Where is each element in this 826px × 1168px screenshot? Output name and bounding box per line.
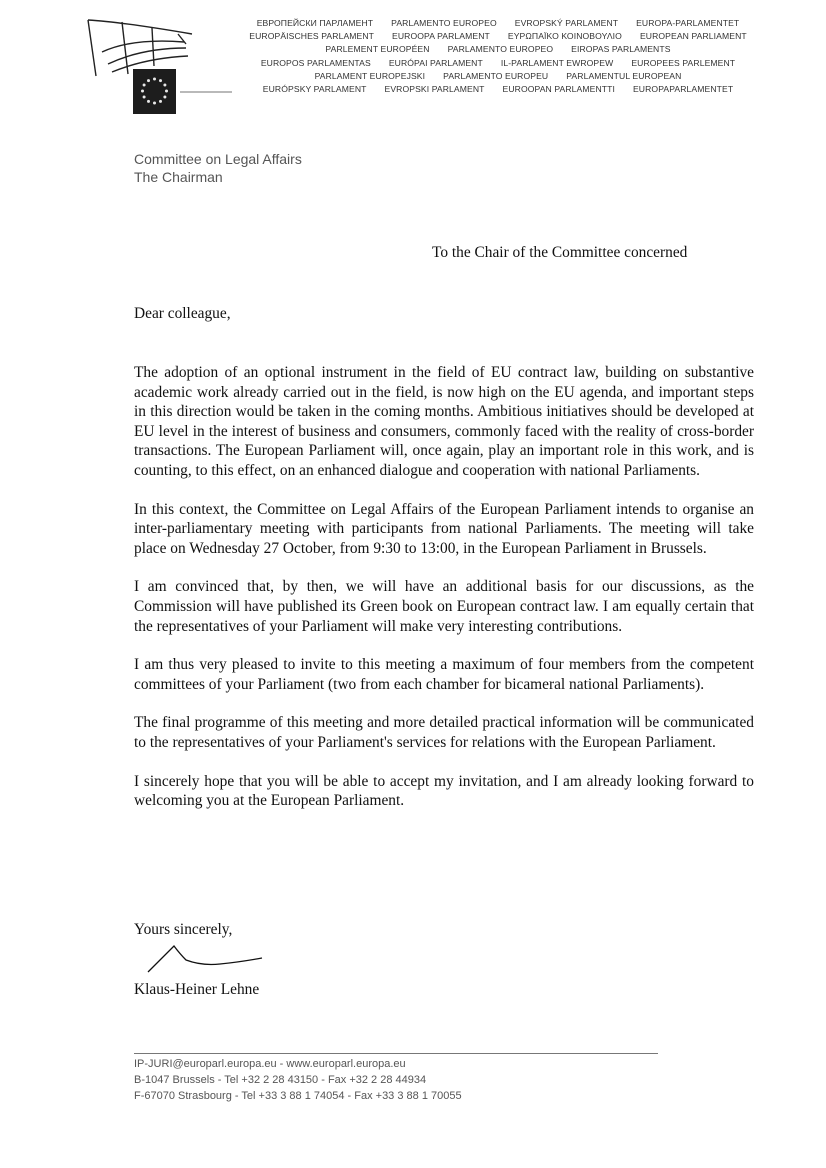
body-paragraph: In this context, the Committee on Legal Affairs of the European Parliament intends to organise an inter-parliamentary meeting with participants from national Parliaments. The meeting will take place on Wednesday 27 October, from 9:30 to 13:00, in the European Parliament in Brussels. [134, 500, 754, 557]
parliament-name: EUROOPA PARLAMENT [392, 31, 490, 42]
signer-name: Klaus-Heiner Lehne [134, 981, 260, 998]
closing: Yours sincerely, [134, 921, 233, 938]
footer-divider [134, 1053, 658, 1054]
addressee: To the Chair of the Committee concerned [432, 244, 688, 261]
footer-brussels-address: B-1047 Brussels - Tel +32 2 28 43150 - Fax +32 2 28 44934 [134, 1074, 427, 1086]
body-paragraph: The adoption of an optional instrument in the field of EU contract law, building on substantive academic work already carried out in the field, is now high on the EU agenda, and important steps in this direction would be taken in the coming months. Ambitious initiatives should be developed at EU level in the interest of business and consumers, commonly faced with the reality of cross-border transactions. The European Parliament will, once again, play an important role in this work, and is counting, to this effect, on an enhanced dialogue and cooperation with national Parliaments. [134, 364, 754, 479]
body-paragraph: I am thus very pleased to invite to this meeting a maximum of four members from the competent committees of your Parliament (two from each chamber for bicameral national Parliaments). [134, 656, 754, 693]
parliament-name: PARLAMENTO EUROPEU [443, 70, 549, 81]
parliament-name: EVROPSKI PARLAMENT [384, 83, 485, 94]
salutation: Dear colleague, [134, 305, 231, 322]
parliament-names-line [228, 30, 768, 43]
parliament-names-block [228, 17, 768, 96]
sender-committee: Committee on Legal Affairs [134, 151, 302, 167]
parliament-names-line [228, 70, 768, 83]
parliament-name: EUROOPAN PARLAMENTTI [502, 83, 615, 94]
parliament-name: ΕΥΡΩΠΑΪΚΟ ΚΟΙΝΟΒΟΥΛΙΟ [507, 31, 622, 42]
letter-body [134, 363, 754, 830]
parliament-name: EIROPAS PARLAMENTS [571, 44, 671, 55]
parliament-name: EUROPA-PARLAMENTET [636, 18, 740, 28]
parliament-name: EUROPOS PARLAMENTAS [260, 57, 371, 68]
handwritten-signature [140, 940, 270, 980]
sender-block [134, 150, 302, 186]
body-paragraph: The final programme of this meeting and more detailed practical information will be communicated to the representatives of your Parliament's services for relations with the European Parliament. [134, 714, 754, 751]
parliament-name: EURÓPAI PARLAMENT [388, 57, 483, 68]
parliament-name: EUROPÄISCHES PARLAMENT [249, 31, 375, 42]
parliament-name: ЕВРОПЕЙСКИ ПАРЛАМЕНТ [256, 18, 374, 28]
parliament-names-line [228, 17, 768, 30]
parliament-name: PARLAMENT EUROPEJSKI [314, 70, 426, 81]
parliament-name: EURÓPSKY PARLAMENT [262, 83, 367, 94]
parliament-names-line [228, 57, 768, 70]
parliament-name: PARLAMENTO EUROPEO [391, 18, 497, 28]
footer-email-web: IP-JURI@europarl.europa.eu - www.europarl.europa.eu [134, 1058, 406, 1070]
parliament-name: PARLEMENT EUROPÉEN [325, 44, 430, 55]
parliament-name: PARLAMENTO EUROPEO [447, 44, 554, 55]
footer-strasbourg-address: F-67070 Strasbourg - Tel +33 3 88 1 74054 - Fax +33 3 88 1 70055 [134, 1090, 462, 1102]
parliament-name: PARLAMENTUL EUROPEAN [566, 70, 682, 81]
parliament-name: EUROPAPARLAMENTET [632, 83, 734, 94]
parliament-name: EUROPEAN PARLIAMENT [639, 31, 747, 42]
parliament-names-line [228, 83, 768, 96]
body-paragraph: I sincerely hope that you will be able to accept my invitation, and I am already looking forward to welcoming you at the European Parliament. [134, 772, 754, 810]
eu-flag-icon [133, 69, 176, 114]
parliament-name: EUROPEES PARLEMENT [631, 57, 736, 68]
parliament-names-line [228, 43, 768, 56]
european-parliament-logo [82, 14, 242, 109]
parliament-name: EVROPSKÝ PARLAMENT [514, 18, 619, 28]
sender-role: The Chairman [134, 169, 223, 185]
body-paragraph: I am convinced that, by then, we will have an additional basis for our discussions, as the Commission will have published its Green book on European contract law. I am equally certain that the representatives of your Parliament will make very interesting contributions. [134, 578, 754, 635]
parliament-name: IL-PARLAMENT EWROPEW [500, 57, 614, 68]
footer-contact [134, 1056, 462, 1104]
